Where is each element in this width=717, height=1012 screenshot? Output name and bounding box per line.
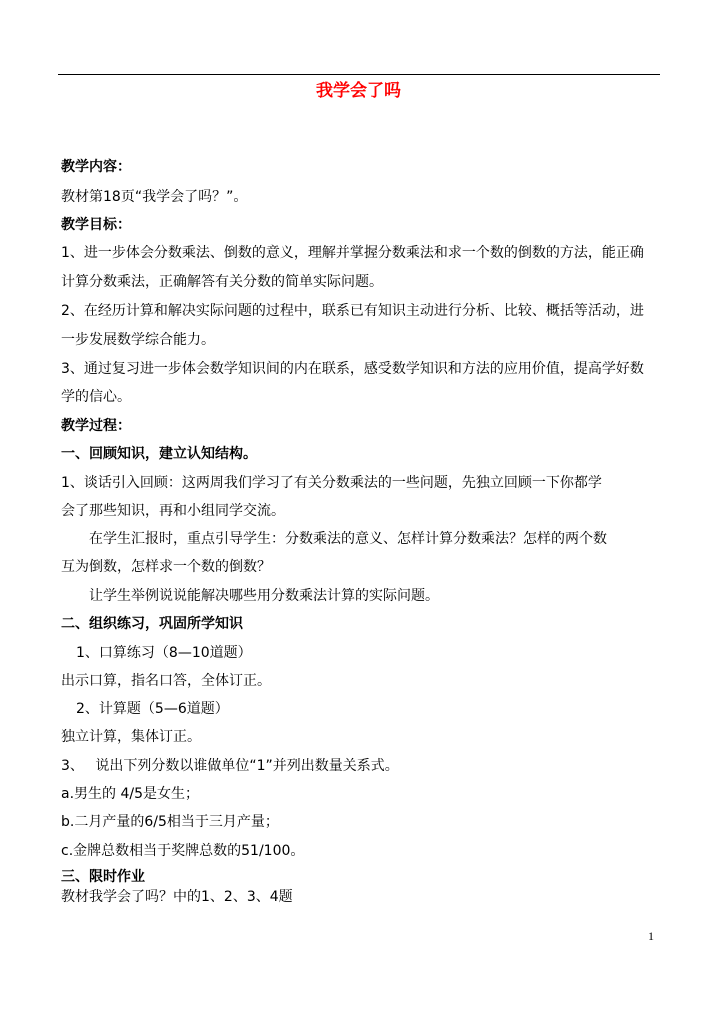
goals-heading: 教学目标： [61,217,131,233]
section-2-item-b: b.二月产量的6/5相当于三月产量； [61,814,279,830]
section-1-paragraph-1-line-1: 1、谈话引入回顾：这两周我们学习了有关分数乘法的一些问题，先独立回顾一下你都学 [61,475,602,491]
goal-3-line-1: 3、通过复习进一步体会数学知识间的内在联系，感受数学知识和方法的应用价值，提高学好数 [61,361,644,377]
goal-3-line-2: 学的信心。 [61,389,131,405]
goal-2-line-2: 一步发展数学综合能力。 [61,332,215,348]
section-2-item-1: 1、口算练习（8—10道题） [76,645,252,661]
section-1-heading: 一、回顾知识，建立认知结构。 [61,446,257,462]
section-2-heading: 二、组织练习，巩固所学知识 [61,616,243,632]
section-2-item-a: a.男生的 4/5是女生； [61,786,200,802]
section-2-item-3: 3、 说出下列分数以谁做单位“1”并列出数量关系式。 [61,758,399,774]
content-heading: 教学内容： [61,159,131,175]
process-heading: 教学过程： [61,418,131,434]
section-2-item-c: c.金牌总数相当于奖牌总数的51/100。 [61,843,305,859]
header-rule [58,74,660,75]
content-text: 教材第18页“我学会了吗？”。 [61,189,248,205]
section-2-item-2-text: 独立计算，集体订正。 [61,729,201,745]
page-title: 我学会了吗 [316,81,401,101]
page-number: 1 [648,929,654,943]
section-2-item-2: 2、计算题（5—6道题） [76,701,229,717]
section-1-paragraph-3: 让学生举例说说能解决哪些用分数乘法计算的实际问题。 [89,588,439,604]
section-1-paragraph-2-line-2: 互为倒数，怎样求一个数的倒数？ [61,559,271,575]
goal-1-line-1: 1、进一步体会分数乘法、倒数的意义，理解并掌握分数乘法和求一个数的倒数的方法，能正确 [61,245,644,261]
section-3-heading: 三、限时作业 [61,869,145,885]
section-1-paragraph-2-line-1: 在学生汇报时，重点引导学生：分数乘法的意义、怎样计算分数乘法？怎样的两个数 [89,531,607,547]
goal-2-line-1: 2、在经历计算和解决实际问题的过程中，联系已有知识主动进行分析、比较、概括等活动，进 [61,303,644,319]
section-2-item-1-text: 出示口算，指名口答，全体订正。 [61,673,271,689]
goal-1-line-2: 计算分数乘法，正确解答有关分数的简单实际问题。 [61,274,383,290]
section-3-text: 教材我学会了吗？中的1、2、3、4题 [61,889,293,905]
section-1-paragraph-1-line-2: 会了那些知识，再和小组同学交流。 [61,503,285,519]
